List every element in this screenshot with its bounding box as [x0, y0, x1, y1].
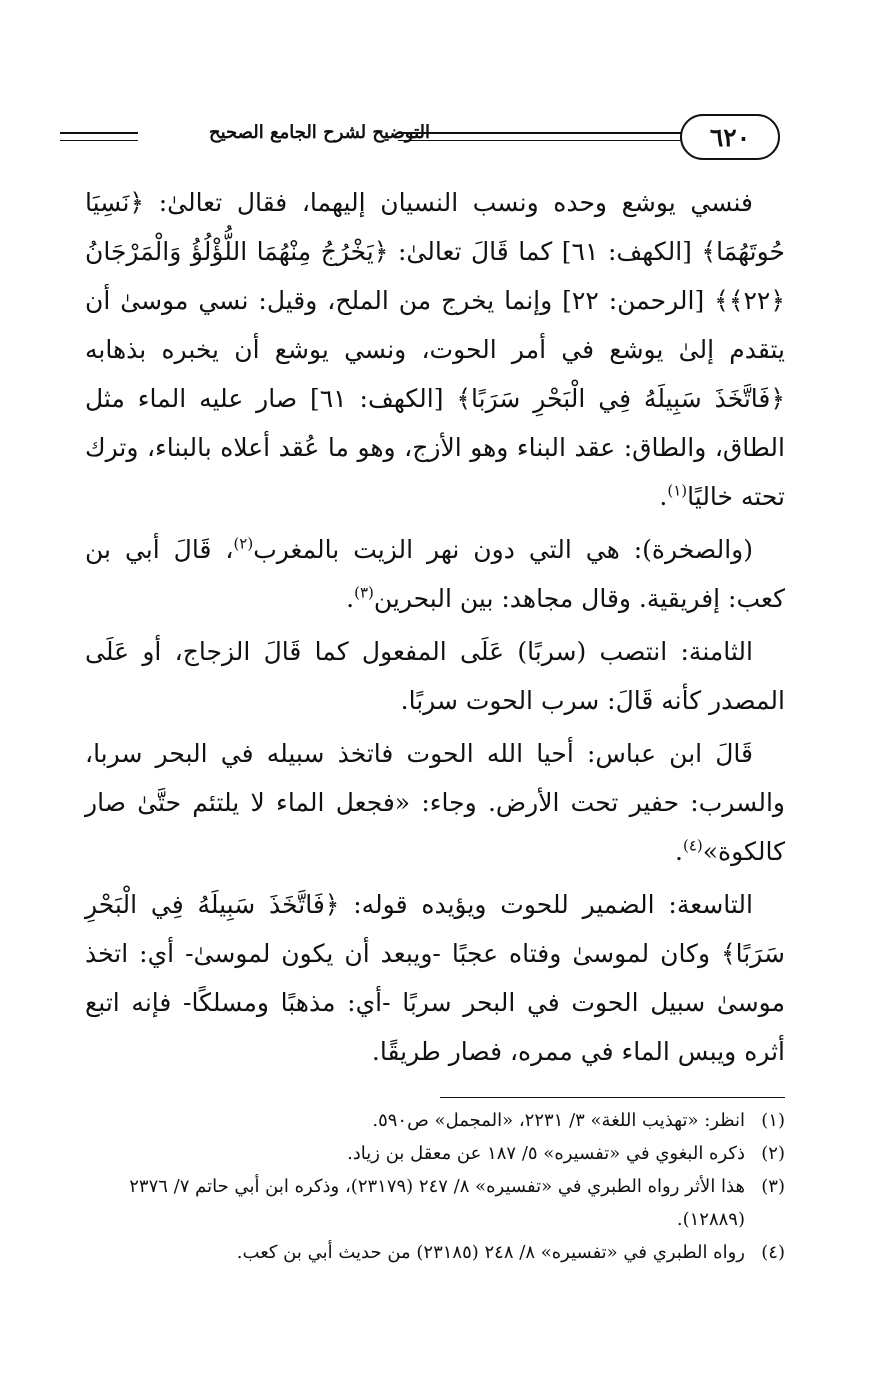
- footnote-ref[interactable]: (٢): [233, 534, 254, 553]
- main-text: [85, 178, 785, 1080]
- footnote-number: (٤): [761, 1242, 785, 1263]
- header-rule: [398, 140, 688, 141]
- header-rule: [398, 132, 688, 134]
- footnote-ref[interactable]: (٣): [354, 583, 374, 602]
- paragraph: (والصخرة): هي التي دون نهر الزيت بالمغرب$^{(٢)}$، قَالَ أبي بن كعب: إفريقية. وقال مجاهد: بين البحرين$^{(٣)}$.: [85, 534, 785, 613]
- footnote-text: ذكره البغوي في «تفسيره» ٥/ ١٨٧ عن معقل بن زياد.: [347, 1143, 745, 1164]
- footnote-ref[interactable]: (٤): [682, 836, 703, 855]
- footnotes: [85, 1104, 785, 1269]
- footnote-ref[interactable]: (١): [667, 481, 688, 500]
- footnote: [85, 1236, 785, 1269]
- page-number: ٦٢٠: [680, 114, 780, 160]
- paragraph: التاسعة: الضمير للحوت ويؤيده قوله: ﴿فَاتَّخَذَ سَبِيلَهُ فِي الْبَحْرِ سَرَبًا﴾ وكان لموسىٰ وفتاه عجبًا -ويبعد أن يكون لموسىٰ- أي: اتخذ موسىٰ سبيل الحوت في البحر سربًا -أي: مذهبًا ومسلكًا- فإنه اتبع أثره ويبس الماء في ممره، فصار طريقًا.: [85, 890, 785, 1066]
- footnote: [85, 1137, 785, 1170]
- footnote-divider: [440, 1097, 785, 1098]
- footnote-text: رواه الطبري في «تفسيره» ٨/ ٢٤٨ (٢٣١٨٥) من حديث أبي بن كعب.: [236, 1242, 745, 1263]
- running-title: التوضيح لشرح الجامع الصحيح: [208, 122, 430, 143]
- footnote-number: (٢): [761, 1143, 785, 1164]
- header-rule: [60, 140, 138, 141]
- footnote: [85, 1170, 785, 1236]
- paragraph: فنسي يوشع وحده ونسب النسيان إليهما، فقال تعالىٰ: ﴿نَسِيَا حُوتَهُمَا﴾ [الكهف: ٦١] كما قَالَ تعالىٰ: ﴿يَخْرُجُ مِنْهُمَا اللُّؤْلُؤُ وَالْمَرْجَانُ ﴿٢٢﴾﴾ [الرحمن: ٢٢] وإنما يخرج من الملح، وقيل: نسي موسىٰ أن يتقدم إلىٰ يوشع في أمر الحوت، ونسي يوشع أن يخبره بذهابه ﴿فَاتَّخَذَ سَبِيلَهُ فِي الْبَحْرِ سَرَبًا﴾ [الكهف: ٦١] صار عليه الماء مثل الطاق، والطاق: عقد البناء وهو الأزج، وهو ما عُقد أعلاه بالبناء، وترك تحته خاليًا$^{(١)}$.: [85, 188, 786, 511]
- footnote-text: هذا الأثر رواه الطبري في «تفسيره» ٨/ ٢٤٧ (٢٣١٧٩)، وذكره ابن أبي حاتم ٧/ ٢٣٧٦ (١٢٨٨٩).: [129, 1176, 745, 1230]
- page-header: [60, 112, 780, 164]
- header-rule: [60, 132, 138, 134]
- paragraph: قَالَ ابن عباس: أحيا الله الحوت فاتخذ سبيله في البحر سربا، والسرب: حفير تحت الأرض. وجاء: «فجعل الماء لا يلتئم حتَّىٰ صار كالكوة»$^{(٤)}$.: [85, 739, 785, 866]
- footnote: [85, 1104, 785, 1137]
- paragraph: الثامنة: انتصب (سربًا) عَلَى المفعول كما قَالَ الزجاج، أو عَلَى المصدر كأنه قَالَ: سرب الحوت سربًا.: [85, 637, 785, 715]
- footnote-number: (٣): [761, 1176, 785, 1197]
- footnote-number: (١): [761, 1110, 785, 1131]
- footnote-text: انظر: «تهذيب اللغة» ٣/ ٢٢٣١، «المجمل» ص٥٩٠.: [372, 1110, 745, 1131]
